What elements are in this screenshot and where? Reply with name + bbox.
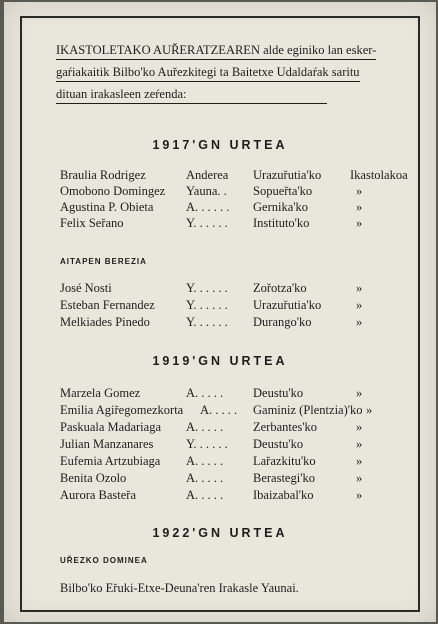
teacher-title: Yauna. .: [186, 184, 227, 198]
teacher-name: Marzela Gomez: [60, 386, 141, 400]
teacher-school: Ikastolakoa: [350, 168, 408, 182]
teacher-name: Felix Seřano: [60, 216, 124, 230]
teacher-name: Paskuala Madariaga: [60, 420, 162, 434]
underline: [56, 81, 360, 82]
teacher-school: »: [356, 420, 363, 434]
teacher-place: Ibaizabal'ko: [253, 488, 314, 502]
teacher-place: Gaminiz (Plentzia)'ko: [253, 403, 363, 417]
teacher-school: »: [356, 386, 363, 400]
teacher-place: Urazuřutia'ko: [253, 298, 322, 312]
teacher-school: »: [356, 471, 363, 485]
section-heading-1922: 1922'GN URTEA: [152, 526, 288, 540]
teacher-title: A. . . . .: [186, 420, 224, 434]
teacher-name: Agustina P. Obieta: [60, 200, 154, 214]
teacher-name: Eufemia Artzubiaga: [60, 454, 161, 468]
section-heading-1919: 1919'GN URTEA: [152, 354, 288, 368]
teacher-title: Y. . . . . .: [186, 216, 228, 230]
teacher-school: »: [356, 281, 363, 295]
page-border: [20, 16, 420, 612]
teacher-school: »: [356, 488, 363, 502]
teacher-place: Zerbantes'ko: [253, 420, 318, 434]
teacher-title: A. . . . .: [186, 488, 224, 502]
teacher-name: Esteban Fernandez: [60, 298, 155, 312]
teacher-name: Aurora Basteřa: [60, 488, 137, 502]
teacher-title: A. . . . .: [186, 386, 224, 400]
teacher-place: Berastegi'ko: [253, 471, 315, 485]
teacher-school: »: [356, 184, 363, 198]
intro-line-2: gaŕiakaitik Bilbo'ko Auřezkitegi ta Baitetxe Udaldaŕak saritu: [56, 64, 360, 81]
teacher-name: José Nosti: [60, 281, 112, 295]
teacher-school: »: [356, 315, 363, 329]
teacher-place: Instituto'ko: [253, 216, 310, 230]
teacher-school: »: [356, 200, 363, 214]
document-page: [4, 2, 436, 622]
teacher-title: A. . . . .: [200, 403, 238, 417]
underline: [56, 103, 327, 104]
teacher-title: A. . . . . .: [186, 200, 230, 214]
section-heading-1917: 1917'GN URTEA: [152, 138, 288, 152]
teacher-title: Y. . . . . .: [186, 281, 228, 295]
teacher-place: Lařazkitu'ko: [253, 454, 316, 468]
teacher-place: Deustu'ko: [253, 437, 304, 451]
teacher-place: Durango'ko: [253, 315, 312, 329]
teacher-school: »: [356, 437, 363, 451]
teacher-name: Benita Ozolo: [60, 471, 127, 485]
teacher-title: A. . . . .: [186, 471, 224, 485]
intro-line-3: dituan irakasleen zeŕenda:: [56, 86, 187, 103]
teacher-name: Emilia Agiřegomezkorta: [60, 403, 184, 417]
award-recipient-text: Bilbo'ko Eřuki-Etxe-Deuna'ren Irakasle Yaunai.: [60, 581, 299, 595]
teacher-place: Zořotza'ko: [253, 281, 307, 295]
teacher-name: Melkiades Pinedo: [60, 315, 150, 329]
teacher-name: Julian Manzanares: [60, 437, 154, 451]
teacher-place: Deustu'ko: [253, 386, 304, 400]
teacher-school: »: [366, 403, 373, 417]
teacher-title: Y. . . . . .: [186, 437, 228, 451]
section-subheading-medal: UŘEZKO DOMINEA: [60, 556, 148, 565]
teacher-title: Anderea: [186, 168, 229, 182]
teacher-place: Urazuřutia'ko: [253, 168, 322, 182]
teacher-place: Sopueřta'ko: [253, 184, 313, 198]
underline: [56, 59, 376, 60]
teacher-school: »: [356, 454, 363, 468]
teacher-name: Braulia Rodrigez: [60, 168, 146, 182]
section-subheading-aitapen: AITAPEN BEREZIA: [60, 257, 147, 266]
teacher-title: Y. . . . . .: [186, 315, 228, 329]
teacher-school: »: [356, 216, 363, 230]
teacher-name: Omobono Domingez: [60, 184, 166, 198]
teacher-title: A. . . . .: [186, 454, 224, 468]
teacher-place: Gernika'ko: [253, 200, 309, 214]
intro-line-1: IKASTOLETAKO AUŘERATZEAREN alde eginiko lan esker-: [56, 42, 376, 59]
teacher-school: »: [356, 298, 363, 312]
teacher-title: Y. . . . . .: [186, 298, 228, 312]
